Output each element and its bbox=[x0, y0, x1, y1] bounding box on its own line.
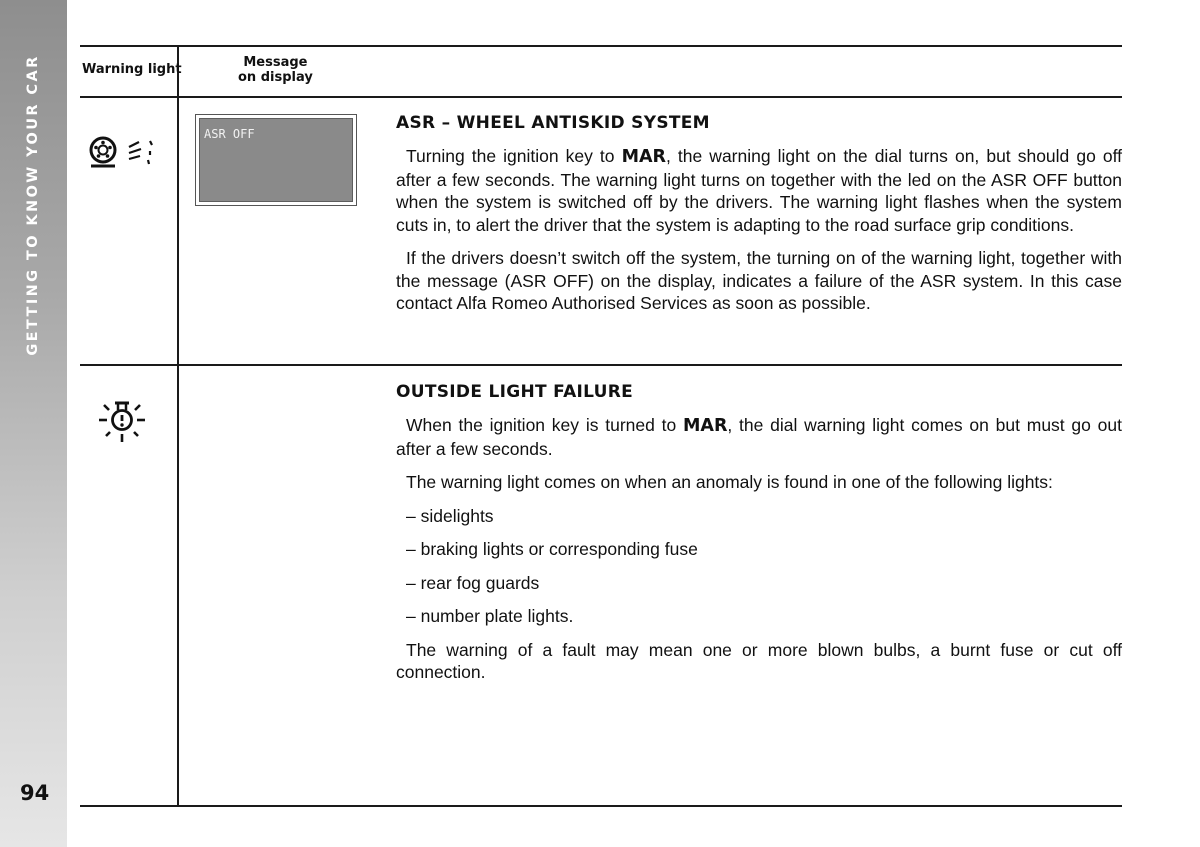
display-message-text: ASR OFF bbox=[204, 127, 255, 141]
outside-light-description bbox=[396, 382, 1122, 695]
section-label: GETTING TO KNOW YOUR CAR bbox=[25, 54, 41, 356]
list-item: – braking lights or corresponding fuse bbox=[406, 539, 698, 559]
asr-paragraph-1: Turning the ignition key to MAR, the warning light on the dial turns on, but should go off after a few seconds. The warning light turns on together with the led on the ASR OFF button when the system is switched off by the drivers. The warning light flashes when the system cuts in, to alert the driver that the system is adapting to the road surface grip conditions. bbox=[396, 146, 1122, 235]
display-message-box bbox=[195, 114, 357, 206]
page-number: 94 bbox=[20, 781, 50, 805]
key-position-mar: MAR bbox=[621, 147, 667, 167]
asr-paragraph-2: If the drivers doesn’t switch off the system, the turning on of the warning light, together with the message (ASR OFF) on the display, indicates a failure of the ASR system. In this case contact Alfa Romeo Authorised Services as soon as possible. bbox=[396, 248, 1122, 313]
table-bottom-rule bbox=[80, 805, 1122, 807]
exterior-light-failure-icon bbox=[98, 398, 150, 451]
key-position-mar: MAR bbox=[682, 416, 728, 436]
column-header-message-line1: Message bbox=[243, 55, 308, 70]
table-top-rule bbox=[80, 45, 1122, 47]
column-header-warning-light: Warning light bbox=[82, 62, 182, 77]
list-item: – rear fog guards bbox=[406, 572, 540, 593]
list-item: – number plate lights. bbox=[406, 606, 574, 626]
outside-light-paragraph-3: The warning of a fault may mean one or more blown bulbs, a burnt fuse or cut off connection. bbox=[396, 639, 1122, 682]
sidebar bbox=[0, 0, 67, 847]
outside-light-paragraph-1: When the ignition key is turned to MAR, the dial warning light comes on but must go out after a few seconds. bbox=[396, 415, 1122, 459]
display-screen bbox=[199, 118, 353, 202]
asr-wheel-antiskid-icon bbox=[88, 132, 158, 179]
outside-light-heading: OUTSIDE LIGHT FAILURE bbox=[396, 382, 634, 402]
column-header-message bbox=[238, 55, 313, 85]
header-bottom-rule bbox=[80, 96, 1122, 98]
column-divider bbox=[177, 45, 179, 807]
row-divider bbox=[80, 364, 1122, 366]
asr-description bbox=[396, 113, 1122, 326]
asr-heading: ASR – WHEEL ANTISKID SYSTEM bbox=[396, 113, 710, 133]
column-header-message-line2: on display bbox=[238, 70, 313, 85]
list-item: – sidelights bbox=[406, 505, 494, 526]
outside-light-paragraph-2: The warning light comes on when an anomaly is found in one of the following lights: bbox=[406, 472, 1053, 492]
